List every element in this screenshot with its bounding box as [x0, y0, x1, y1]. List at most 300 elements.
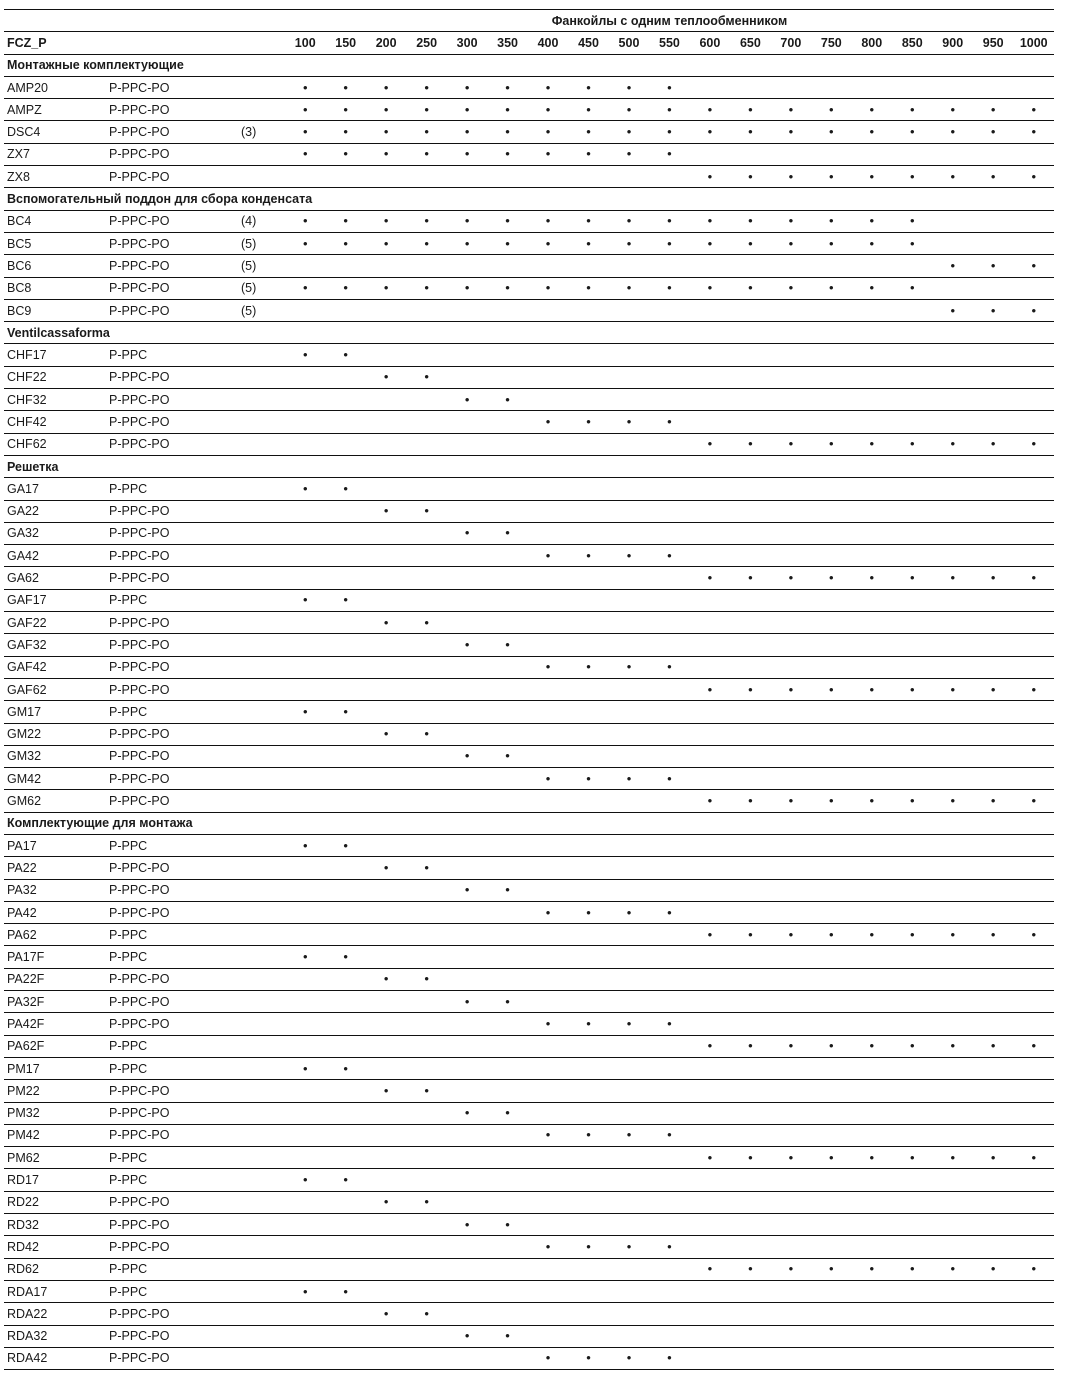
compatible-dot-icon: •	[343, 1060, 348, 1076]
section-header-row	[4, 54, 1054, 76]
accessory-code: CHF22	[7, 370, 47, 385]
compatible-dot-icon: •	[869, 1038, 875, 1054]
compat-cell-850	[892, 166, 932, 188]
compat-cell-150	[325, 1280, 365, 1302]
compat-cell-400	[528, 1347, 568, 1369]
compat-cell-300	[447, 1347, 487, 1369]
compat-cell-300	[447, 1169, 487, 1191]
compat-cell-800	[852, 857, 892, 879]
compat-cell-300	[447, 143, 487, 165]
compatible-dot-icon: •	[707, 1149, 713, 1165]
compatible-dot-icon: •	[383, 213, 389, 229]
compat-cell-150	[325, 1347, 365, 1369]
compat-cell-600	[690, 1124, 730, 1146]
table-row	[4, 545, 1054, 567]
compat-cell-550	[649, 99, 689, 121]
compat-cell-200	[366, 745, 406, 767]
compat-cell-850	[892, 210, 932, 232]
compat-cell-500	[609, 678, 649, 700]
footnote-ref: (5)	[241, 258, 257, 273]
compat-cell-850	[892, 1236, 932, 1258]
compat-cell-950	[973, 1236, 1013, 1258]
compat-cell-850	[892, 790, 932, 812]
compat-cell-400	[528, 232, 568, 254]
compat-cell-250	[406, 589, 446, 611]
compat-cell-750	[811, 1013, 851, 1035]
compat-cell-100	[285, 745, 325, 767]
compat-cell-450	[568, 143, 608, 165]
compat-cell-150	[325, 433, 365, 455]
footnote-ref	[241, 366, 285, 388]
compat-cell-800	[852, 1124, 892, 1146]
accessory-code: PM17	[7, 1061, 40, 1076]
compat-cell-400	[528, 1147, 568, 1169]
compatible-dot-icon: •	[909, 793, 915, 809]
compat-cell-850	[892, 1347, 932, 1369]
compat-cell-500	[609, 99, 649, 121]
compatible-dot-icon: •	[667, 1016, 672, 1031]
compatible-dot-icon: •	[990, 570, 996, 586]
compatible-dot-icon: •	[505, 993, 510, 1009]
compat-cell-300	[447, 1191, 487, 1213]
compat-cell-550	[649, 143, 689, 165]
compat-cell-900	[933, 99, 973, 121]
compat-cell-800	[852, 1280, 892, 1302]
compat-cell-850	[892, 589, 932, 611]
compat-cell-150	[325, 411, 365, 433]
compatible-dot-icon: •	[788, 235, 794, 251]
compat-cell-650	[730, 879, 770, 901]
compat-cell-1000	[1013, 678, 1054, 700]
version-code: P-PPC	[109, 927, 148, 942]
compat-cell-300	[447, 433, 487, 455]
table-row	[4, 1169, 1054, 1191]
compatible-dot-icon: •	[464, 124, 470, 140]
compat-cell-300	[447, 901, 487, 923]
compat-cell-200	[366, 834, 406, 856]
version-code: P-PPC-PO	[109, 102, 170, 117]
compat-cell-500	[609, 768, 649, 790]
compat-cell-300	[447, 991, 487, 1013]
footnote-ref	[241, 790, 285, 812]
version-code: P-PPC-PO	[109, 727, 170, 742]
compat-cell-150	[325, 634, 365, 656]
compat-cell-600	[690, 299, 730, 321]
compat-cell-950	[973, 968, 1013, 990]
accessory-code: PA17	[7, 838, 37, 853]
compat-cell-200	[366, 857, 406, 879]
compat-cell-400	[528, 1102, 568, 1124]
compat-cell-650	[730, 433, 770, 455]
compat-cell-100	[285, 1280, 325, 1302]
compat-cell-450	[568, 255, 608, 277]
compat-cell-950	[973, 299, 1013, 321]
compat-cell-300	[447, 277, 487, 299]
compat-cell-600	[690, 99, 730, 121]
compat-cell-200	[366, 1325, 406, 1347]
compat-cell-100	[285, 968, 325, 990]
compatible-dot-icon: •	[909, 926, 915, 942]
compat-cell-700	[771, 1280, 811, 1302]
compatible-dot-icon: •	[383, 1082, 389, 1098]
compat-cell-500	[609, 1057, 649, 1079]
group-title: Фанкойлы с одним теплообменником	[551, 13, 788, 28]
compat-cell-600	[690, 411, 730, 433]
table-row	[4, 1280, 1054, 1302]
compatible-dot-icon: •	[707, 1038, 713, 1054]
compat-cell-200	[366, 389, 406, 411]
compat-cell-700	[771, 567, 811, 589]
table-row	[4, 857, 1054, 879]
compat-cell-850	[892, 768, 932, 790]
compat-cell-850	[892, 366, 932, 388]
compat-cell-750	[811, 76, 851, 98]
compat-cell-650	[730, 1191, 770, 1213]
compatible-dot-icon: •	[383, 369, 389, 385]
compat-cell-850	[892, 500, 932, 522]
footnote-ref	[241, 478, 285, 500]
compat-cell-850	[892, 678, 932, 700]
table-row	[4, 210, 1054, 232]
compat-cell-600	[690, 879, 730, 901]
accessory-code: CHF62	[7, 437, 47, 452]
compat-cell-700	[771, 500, 811, 522]
compat-cell-850	[892, 433, 932, 455]
compat-cell-850	[892, 991, 932, 1013]
compatible-dot-icon: •	[424, 124, 429, 140]
compatible-dot-icon: •	[343, 146, 348, 162]
compat-cell-500	[609, 1214, 649, 1236]
accessory-code: BC9	[7, 303, 32, 318]
compat-cell-700	[771, 1303, 811, 1325]
compat-cell-200	[366, 366, 406, 388]
footnote-ref	[241, 589, 285, 611]
compatibility-sheet	[4, 9, 1054, 1370]
compat-cell-150	[325, 857, 365, 879]
compat-cell-400	[528, 834, 568, 856]
compat-cell-150	[325, 366, 365, 388]
size-header-450: 450	[578, 35, 599, 50]
compat-cell-700	[771, 879, 811, 901]
compat-cell-750	[811, 478, 851, 500]
group-header-row	[4, 10, 1054, 32]
footnote-ref	[241, 143, 285, 165]
compatible-dot-icon: •	[909, 681, 915, 697]
compatible-dot-icon: •	[464, 280, 470, 296]
compat-cell-500	[609, 656, 649, 678]
compat-cell-400	[528, 411, 568, 433]
compat-cell-700	[771, 299, 811, 321]
compat-cell-300	[447, 255, 487, 277]
version-code: P-PPC-PO	[109, 1351, 170, 1366]
compat-cell-1000	[1013, 968, 1054, 990]
compat-cell-450	[568, 1013, 608, 1035]
compat-cell-500	[609, 723, 649, 745]
compat-cell-850	[892, 1124, 932, 1146]
compat-cell-1000	[1013, 790, 1054, 812]
compat-cell-400	[528, 612, 568, 634]
compat-cell-1000	[1013, 745, 1054, 767]
compatible-dot-icon: •	[505, 1105, 510, 1121]
table-row	[4, 1236, 1054, 1258]
compat-cell-100	[285, 1236, 325, 1258]
compat-cell-1000	[1013, 255, 1054, 277]
compat-cell-650	[730, 745, 770, 767]
compat-cell-950	[973, 589, 1013, 611]
compat-cell-150	[325, 1191, 365, 1213]
compat-cell-200	[366, 768, 406, 790]
compatible-dot-icon: •	[383, 146, 389, 162]
compat-cell-300	[447, 634, 487, 656]
compat-cell-950	[973, 924, 1013, 946]
compatible-dot-icon: •	[667, 146, 672, 162]
compatible-dot-icon: •	[424, 1082, 429, 1098]
compat-cell-700	[771, 210, 811, 232]
compat-cell-500	[609, 968, 649, 990]
compat-cell-600	[690, 500, 730, 522]
compat-cell-700	[771, 1169, 811, 1191]
compat-cell-1000	[1013, 99, 1054, 121]
accessory-code: GAF17	[7, 593, 47, 608]
accessory-code: RD42	[7, 1239, 39, 1254]
compat-cell-350	[487, 1057, 527, 1079]
compat-cell-1000	[1013, 500, 1054, 522]
compat-cell-800	[852, 522, 892, 544]
compat-cell-750	[811, 143, 851, 165]
compat-cell-450	[568, 567, 608, 589]
accessory-code: PA32	[7, 883, 37, 898]
compat-cell-650	[730, 366, 770, 388]
size-header-950: 950	[982, 35, 1004, 50]
compatible-dot-icon: •	[990, 257, 996, 273]
compat-cell-950	[973, 879, 1013, 901]
compat-cell-600	[690, 277, 730, 299]
version-code: P-PPC-PO	[109, 1306, 170, 1321]
version-code: P-PPC-PO	[109, 414, 170, 429]
compatible-dot-icon: •	[950, 793, 956, 809]
table-row	[4, 656, 1054, 678]
compat-cell-450	[568, 745, 608, 767]
compat-cell-700	[771, 166, 811, 188]
compatible-dot-icon: •	[626, 146, 632, 162]
table-row	[4, 1325, 1054, 1347]
compat-cell-100	[285, 500, 325, 522]
compatible-dot-icon: •	[545, 1127, 551, 1143]
compatible-dot-icon: •	[464, 1328, 470, 1344]
compat-cell-100	[285, 99, 325, 121]
compat-cell-300	[447, 1214, 487, 1236]
compatible-dot-icon: •	[990, 1149, 996, 1165]
compat-cell-650	[730, 121, 770, 143]
compat-cell-1000	[1013, 1214, 1054, 1236]
compat-cell-250	[406, 1102, 446, 1124]
table-row	[4, 790, 1054, 812]
compat-cell-600	[690, 344, 730, 366]
compat-cell-300	[447, 1236, 487, 1258]
compat-cell-750	[811, 1325, 851, 1347]
compat-cell-800	[852, 76, 892, 98]
compat-cell-100	[285, 1214, 325, 1236]
compat-cell-100	[285, 567, 325, 589]
compatible-dot-icon: •	[869, 213, 875, 229]
compat-cell-100	[285, 589, 325, 611]
version-col-header	[109, 32, 241, 54]
footnote-ref	[241, 1258, 285, 1280]
compat-cell-750	[811, 1080, 851, 1102]
compatible-dot-icon: •	[788, 1149, 794, 1165]
compatible-dot-icon: •	[586, 1127, 591, 1143]
compat-cell-900	[933, 500, 973, 522]
compat-cell-1000	[1013, 723, 1054, 745]
compat-cell-500	[609, 210, 649, 232]
compatible-dot-icon: •	[707, 570, 713, 586]
compat-cell-150	[325, 99, 365, 121]
accessory-code: PA17F	[7, 950, 45, 965]
compatible-dot-icon: •	[829, 681, 834, 697]
compat-cell-700	[771, 1057, 811, 1079]
compat-cell-600	[690, 255, 730, 277]
compatible-dot-icon: •	[505, 882, 510, 898]
compatible-dot-icon: •	[667, 659, 672, 675]
compatible-dot-icon: •	[586, 770, 591, 786]
compat-cell-350	[487, 255, 527, 277]
compat-cell-600	[690, 1013, 730, 1035]
compat-cell-1000	[1013, 411, 1054, 433]
compat-cell-100	[285, 1347, 325, 1369]
compat-cell-700	[771, 1236, 811, 1258]
compat-cell-600	[690, 567, 730, 589]
compatible-dot-icon: •	[383, 101, 389, 117]
compat-cell-900	[933, 1147, 973, 1169]
compat-cell-650	[730, 299, 770, 321]
compat-cell-100	[285, 991, 325, 1013]
compat-cell-550	[649, 232, 689, 254]
compat-cell-150	[325, 1303, 365, 1325]
compatible-dot-icon: •	[626, 547, 632, 563]
compat-cell-550	[649, 545, 689, 567]
compat-cell-150	[325, 924, 365, 946]
compatible-dot-icon: •	[505, 280, 510, 296]
compat-cell-550	[649, 946, 689, 968]
compatible-dot-icon: •	[424, 101, 429, 117]
compatible-dot-icon: •	[424, 614, 429, 630]
compat-cell-150	[325, 1214, 365, 1236]
compatible-dot-icon: •	[586, 146, 591, 162]
compat-cell-850	[892, 1258, 932, 1280]
compat-cell-250	[406, 1147, 446, 1169]
compat-cell-100	[285, 857, 325, 879]
compat-cell-700	[771, 1124, 811, 1146]
accessory-code: ZX7	[7, 147, 30, 162]
compatible-dot-icon: •	[707, 926, 713, 942]
table-row	[4, 1035, 1054, 1057]
compat-cell-300	[447, 99, 487, 121]
compatible-dot-icon: •	[464, 79, 470, 95]
compatible-dot-icon: •	[586, 280, 591, 296]
table-row	[4, 277, 1054, 299]
version-code: P-PPC-PO	[109, 972, 170, 987]
compat-cell-800	[852, 1303, 892, 1325]
compat-cell-750	[811, 255, 851, 277]
compat-cell-950	[973, 1258, 1013, 1280]
compat-cell-850	[892, 76, 932, 98]
compatible-dot-icon: •	[343, 1172, 348, 1188]
compatible-dot-icon: •	[950, 436, 956, 452]
compatible-dot-icon: •	[545, 79, 551, 95]
compat-cell-750	[811, 1057, 851, 1079]
compat-cell-400	[528, 589, 568, 611]
compatible-dot-icon: •	[1031, 570, 1036, 586]
compat-cell-550	[649, 344, 689, 366]
compatible-dot-icon: •	[707, 793, 713, 809]
compat-cell-550	[649, 589, 689, 611]
compat-cell-250	[406, 299, 446, 321]
compat-cell-250	[406, 389, 446, 411]
compatible-dot-icon: •	[424, 369, 429, 385]
compat-cell-600	[690, 745, 730, 767]
compatible-dot-icon: •	[1031, 1149, 1036, 1165]
compat-cell-600	[690, 634, 730, 656]
accessory-code: RDA17	[7, 1284, 48, 1299]
compat-cell-650	[730, 1124, 770, 1146]
compat-cell-600	[690, 968, 730, 990]
compat-cell-900	[933, 589, 973, 611]
compat-cell-150	[325, 834, 365, 856]
footnote-ref	[241, 612, 285, 634]
compat-cell-750	[811, 723, 851, 745]
compat-cell-650	[730, 210, 770, 232]
compat-cell-150	[325, 745, 365, 767]
footnote-ref	[241, 768, 285, 790]
compat-cell-450	[568, 1191, 608, 1213]
compat-cell-250	[406, 656, 446, 678]
compat-cell-750	[811, 545, 851, 567]
compatible-dot-icon: •	[424, 1194, 429, 1210]
compat-cell-200	[366, 1169, 406, 1191]
compat-cell-200	[366, 567, 406, 589]
compat-cell-200	[366, 879, 406, 901]
compat-cell-150	[325, 1124, 365, 1146]
footnote-ref: (5)	[241, 281, 257, 296]
compat-cell-300	[447, 522, 487, 544]
version-code: P-PPC-PO	[109, 637, 170, 652]
compatible-dot-icon: •	[909, 235, 915, 251]
compat-cell-550	[649, 255, 689, 277]
compatible-dot-icon: •	[829, 570, 834, 586]
compat-cell-100	[285, 1325, 325, 1347]
compat-cell-950	[973, 1080, 1013, 1102]
compat-cell-500	[609, 1080, 649, 1102]
accessory-code: RD32	[7, 1217, 39, 1232]
compat-cell-450	[568, 1280, 608, 1302]
compat-cell-500	[609, 121, 649, 143]
compat-cell-350	[487, 433, 527, 455]
compat-cell-200	[366, 545, 406, 567]
compat-cell-650	[730, 99, 770, 121]
table-row	[4, 99, 1054, 121]
compat-cell-150	[325, 768, 365, 790]
accessory-code: GM42	[7, 771, 42, 786]
compat-cell-450	[568, 634, 608, 656]
compat-cell-600	[690, 478, 730, 500]
compatible-dot-icon: •	[1031, 926, 1036, 942]
compat-cell-150	[325, 1169, 365, 1191]
compat-cell-600	[690, 1325, 730, 1347]
compat-cell-550	[649, 1280, 689, 1302]
compatible-dot-icon: •	[383, 1194, 389, 1210]
compat-cell-900	[933, 991, 973, 1013]
compat-cell-350	[487, 612, 527, 634]
